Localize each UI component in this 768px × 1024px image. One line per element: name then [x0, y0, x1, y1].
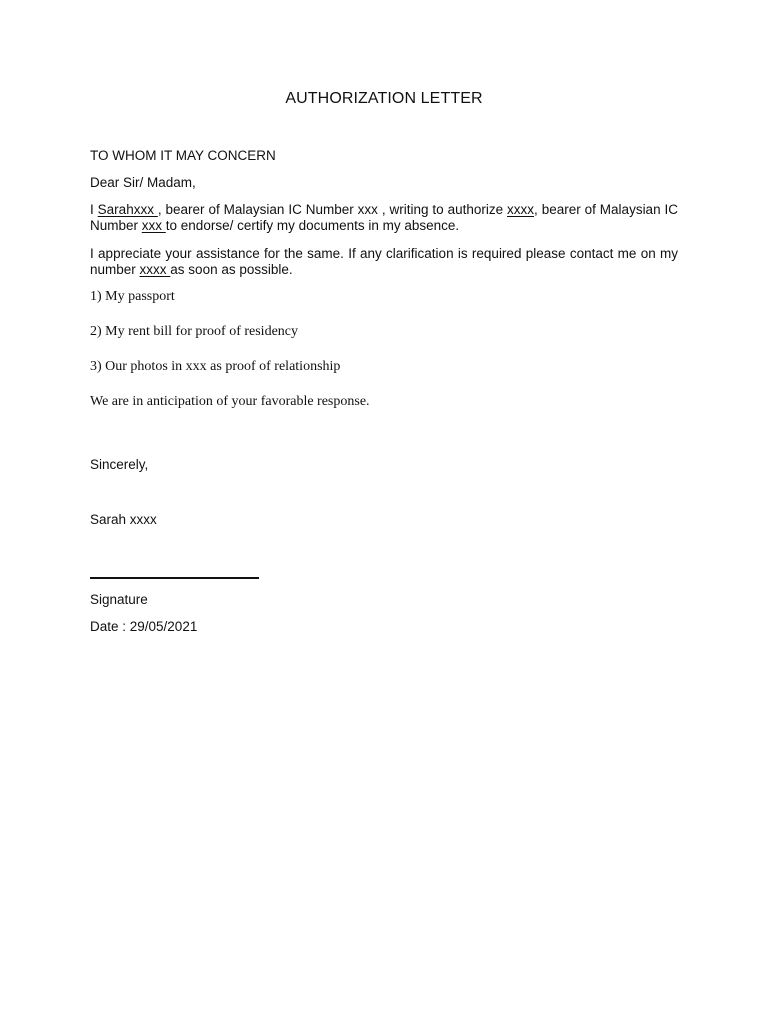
authorization-paragraph: [90, 202, 678, 234]
sender-name: Sarah xxxx: [90, 512, 157, 527]
signature-label: Signature: [90, 592, 148, 607]
salutation: Dear Sir/ Madam,: [90, 175, 196, 190]
para1-text-1: I: [90, 202, 98, 217]
recipient-line: TO WHOM IT MAY CONCERN: [90, 148, 276, 163]
sign-off: Sincerely,: [90, 457, 149, 472]
authorized-person-field: xxxx: [507, 202, 535, 217]
date-line: Date : 29/05/2021: [90, 619, 198, 634]
list-item: 1) My passport: [90, 289, 175, 304]
appreciation-paragraph: [90, 246, 678, 278]
list-item: 2) My rent bill for proof of residency: [90, 324, 298, 339]
para2-text-2: as soon as possible.: [170, 262, 293, 277]
letter-title: AUTHORIZATION LETTER: [285, 90, 483, 107]
para1-text-2: , bearer of Malaysian IC Number xxx , writing to authorize: [157, 202, 508, 217]
para2-text-1: I appreciate your assistance for the same. If any clarification is required please contact me on my number: [90, 246, 678, 277]
closing-note: We are in anticipation of your favorable response.: [90, 394, 370, 409]
grantor-name-field: Sarahxxx: [97, 202, 158, 217]
para1-text-3: , bearer of Malaysian IC Number: [90, 202, 678, 233]
contact-number-field: xxxx: [139, 262, 171, 277]
signature-rule: [90, 577, 259, 579]
list-item: 3) Our photos in xxx as proof of relationship: [90, 359, 341, 374]
ic-number-field: xxx: [141, 218, 166, 233]
para1-text-4: to endorse/ certify my documents in my absence.: [165, 218, 460, 233]
